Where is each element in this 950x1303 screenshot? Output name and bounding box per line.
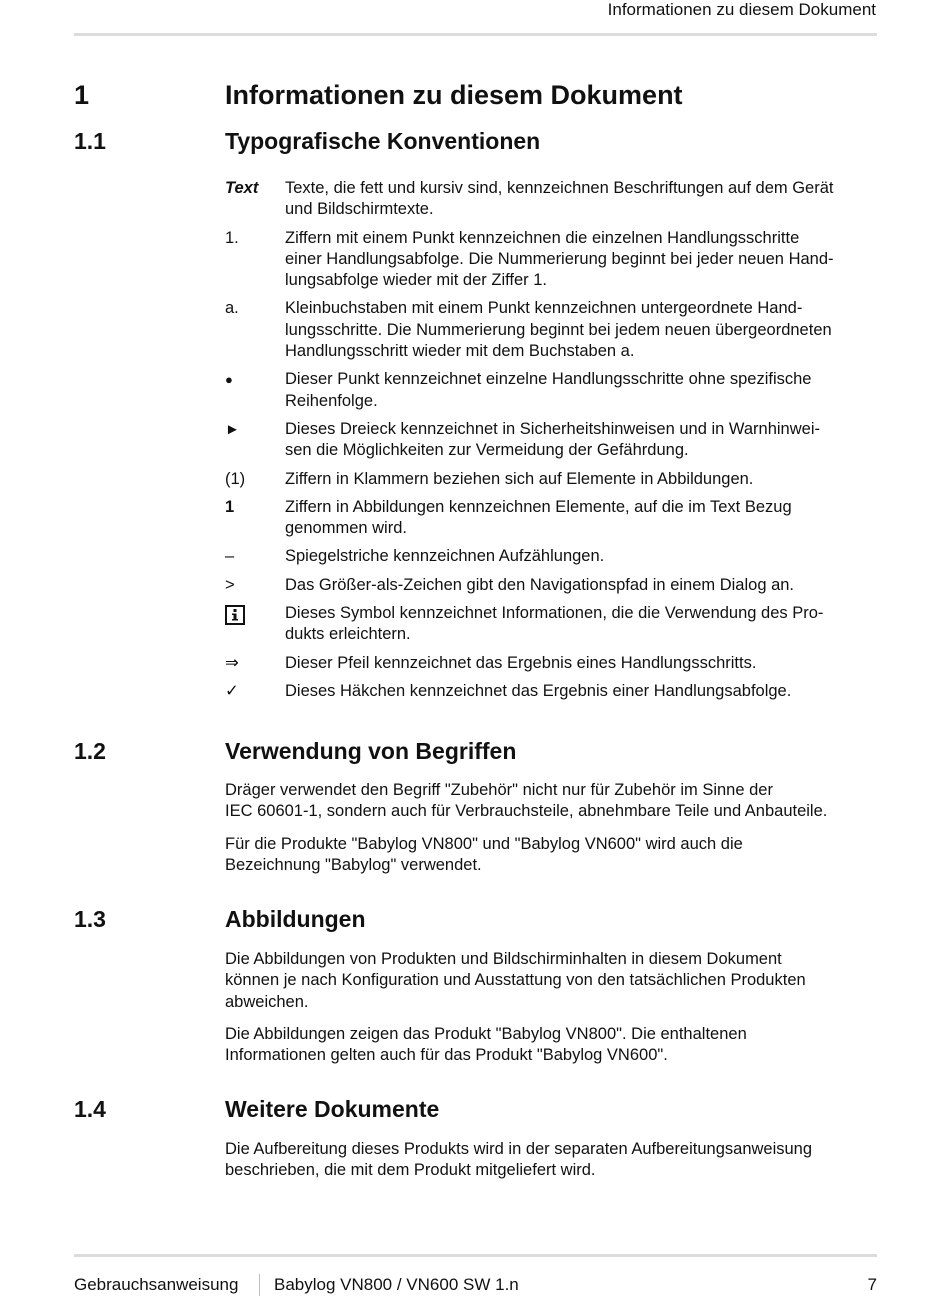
convention-text-line: Spiegelstriche kennzeichnen Aufzählungen.	[285, 547, 605, 566]
header-divider	[74, 33, 877, 36]
paragraph-line: abweichen.	[225, 992, 309, 1011]
convention-text-line: Dieser Punkt kennzeichnet einzelne Handlungsschritte ohne spezifische	[285, 370, 812, 389]
chapter-number: 1	[74, 80, 90, 110]
paragraph-line: Die Aufbereitung dieses Produkts wird in der separaten Aufbereitungsanweisung	[225, 1140, 813, 1158]
section-title: Typografische Konventionen	[225, 128, 541, 154]
convention-text-line: Texte, die fett und kursiv sind, kennzeichnen Beschriftungen auf dem Gerät	[285, 179, 834, 197]
convention-symbol: 1	[225, 497, 235, 516]
convention-text-line: einer Handlungsabfolge. Die Nummerierung beginnt bei jeder neuen Hand-	[285, 249, 834, 268]
convention-bold-italic	[225, 178, 875, 221]
convention-text-line: Dieses Häkchen kennzeichnet das Ergebnis einer Handlungsabfolge.	[285, 681, 792, 700]
convention-text-line: Dieses Symbol kennzeichnet Informationen, die die Verwendung des Pro-	[285, 604, 824, 623]
convention-text-line: Ziffern in Abbildungen kennzeichnen Elemente, auf die im Text Bezug	[285, 497, 792, 516]
paragraph-line: Für die Produkte "Babylog VN800" und "Babylog VN600" wird auch die	[225, 835, 743, 853]
convention-text-line: Kleinbuchstaben mit einem Punkt kennzeichnen untergeordnete Hand-	[285, 299, 803, 318]
convention-text-line: Das Größer-als-Zeichen gibt den Navigationspfad in einem Dialog an.	[285, 575, 795, 594]
section-title: Weitere Dokumente	[225, 1096, 440, 1122]
convention-bullet	[225, 369, 875, 412]
convention-text-line: Dieser Pfeil kennzeichnet das Ergebnis eines Handlungsschritts.	[285, 653, 757, 672]
convention-result-arrow	[225, 653, 875, 674]
convention-letter-substep	[225, 298, 875, 362]
convention-figure-number	[225, 497, 875, 540]
convention-info	[225, 603, 875, 646]
convention-greater-than	[225, 575, 875, 596]
dash-icon: –	[225, 547, 235, 566]
paragraph-figures-product	[225, 1024, 875, 1067]
info-symbol-wrap	[225, 603, 280, 631]
convention-symbol: Text	[225, 179, 259, 197]
footer-divider	[74, 1254, 877, 1257]
paragraph-line: können je nach Konfiguration und Ausstattung von den tatsächlichen Produkten	[225, 971, 806, 990]
paragraph-line: Die Abbildungen zeigen das Produkt "Babylog VN800". Die enthaltenen	[225, 1025, 747, 1043]
greater-than-icon: >	[225, 575, 235, 594]
paragraph-further-documents	[225, 1139, 875, 1182]
convention-text-line: sen die Möglichkeiten zur Vermeidung der Gefährdung.	[285, 441, 689, 460]
convention-symbol: (1)	[225, 469, 246, 488]
convention-text-line: und Bildschirmtexte.	[285, 200, 434, 219]
footer-separator	[259, 1274, 260, 1296]
bullet-icon: ●	[225, 372, 233, 388]
convention-numbered-step	[225, 228, 875, 292]
paragraph-babylog-term	[225, 834, 875, 877]
paragraph-line: Die Abbildungen von Produkten und Bildschirminhalten in diesem Dokument	[225, 950, 782, 968]
convention-text-line: Dieses Dreieck kennzeichnet in Sicherheitshinweisen und in Warnhinwei-	[285, 419, 820, 438]
convention-dash	[225, 546, 875, 567]
paragraph-line: Informationen gelten auch für das Produkt "Babylog VN600".	[225, 1046, 668, 1065]
info-icon	[225, 605, 245, 625]
convention-text-line: Handlungsschritt wieder mit dem Buchstaben a.	[285, 342, 635, 361]
result-arrow-icon: ⇒	[225, 653, 239, 672]
convention-symbol: a.	[225, 299, 239, 318]
paragraph-figures-deviation	[225, 949, 875, 1013]
paragraph-line: Bezeichnung "Babylog" verwendet.	[225, 856, 482, 875]
chapter-title: Informationen zu diesem Dokument	[225, 80, 683, 110]
paragraph-line: beschrieben, die mit dem Produkt mitgeliefert wird.	[225, 1161, 596, 1180]
convention-text-line: lungsabfolge wieder mit der Ziffer 1.	[285, 271, 547, 290]
page-number: 7	[867, 1275, 877, 1294]
paragraph-line: IEC 60601-1, sondern auch für Verbrauchsteile, abnehmbare Teile und Anbauteile.	[225, 802, 828, 821]
section-number: 1.1	[74, 128, 106, 154]
convention-text-line: dukts erleichtern.	[285, 625, 411, 644]
convention-text-line: Reihenfolge.	[285, 391, 378, 410]
section-number: 1.2	[74, 738, 106, 764]
checkmark-icon: ✓	[225, 681, 239, 700]
convention-text-line: Ziffern mit einem Punkt kennzeichnen die einzelnen Handlungsschritte	[285, 228, 800, 247]
triangle-icon: ►	[225, 420, 240, 438]
conventions-list	[225, 178, 875, 702]
convention-bracket-number	[225, 469, 875, 490]
footer-doc-type: Gebrauchsanweisung	[74, 1275, 239, 1294]
paragraph-accessories-term	[225, 780, 875, 823]
convention-triangle	[225, 419, 875, 462]
convention-symbol: 1.	[225, 228, 239, 247]
section-title: Verwendung von Begriffen	[225, 738, 517, 764]
paragraph-line: Dräger verwendet den Begriff "Zubehör" nicht nur für Zubehör im Sinne der	[225, 781, 773, 799]
section-number: 1.4	[74, 1096, 106, 1122]
convention-text-line: lungsschritte. Die Nummerierung beginnt bei jedem neuen übergeordneten	[285, 320, 832, 339]
convention-checkmark	[225, 681, 875, 702]
convention-text-line: genommen wird.	[285, 519, 407, 538]
footer-product: Babylog VN800 / VN600 SW 1.n	[274, 1275, 519, 1294]
section-title: Abbildungen	[225, 906, 366, 932]
section-number: 1.3	[74, 906, 106, 932]
convention-text-line: Ziffern in Klammern beziehen sich auf Elemente in Abbildungen.	[285, 469, 754, 488]
page-header-title: Informationen zu diesem Dokument	[607, 0, 876, 19]
